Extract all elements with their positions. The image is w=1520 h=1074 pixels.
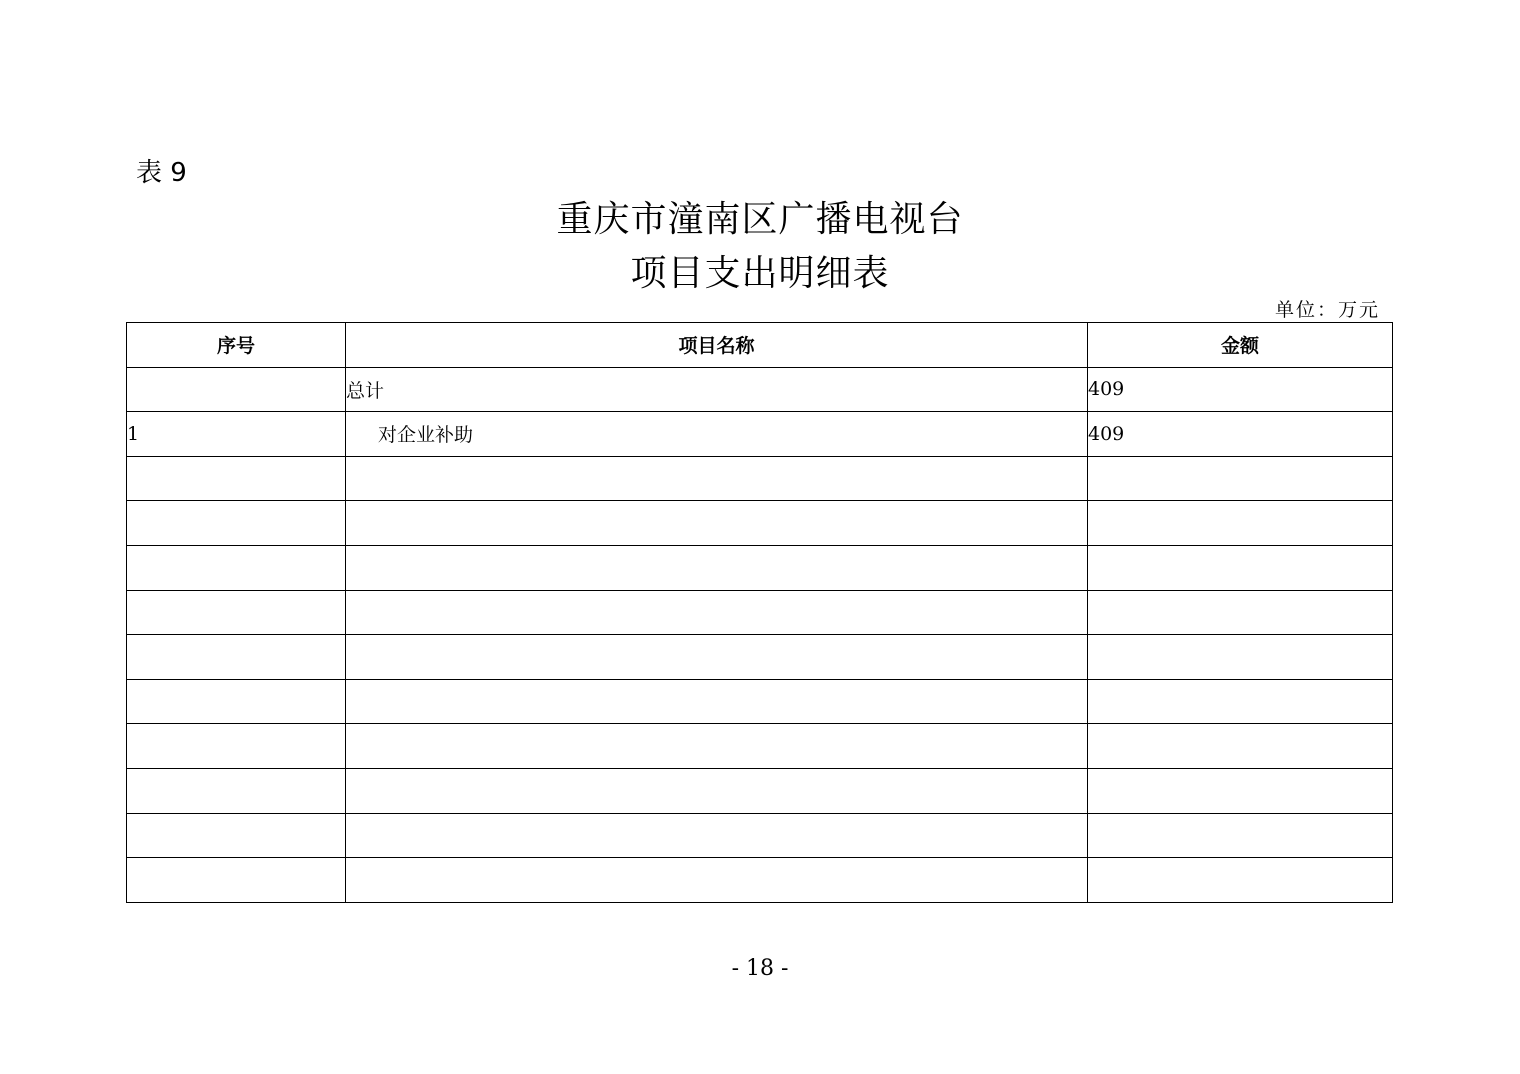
cell-amount: [1088, 724, 1393, 769]
cell-serial-number: [127, 545, 346, 590]
page-number: - 18 -: [731, 956, 789, 981]
table-row: [127, 412, 1393, 457]
cell-serial-number: [127, 367, 346, 412]
cell-amount: [1088, 858, 1393, 903]
cell-serial-number: [127, 858, 346, 903]
table-number: 表 9: [136, 158, 187, 188]
table-row: [127, 724, 1393, 769]
header-serial-number: 序号: [127, 323, 346, 368]
cell-serial-number: [127, 768, 346, 813]
cell-project-name: [346, 501, 1088, 546]
cell-amount: [1088, 768, 1393, 813]
cell-project-name: [346, 813, 1088, 858]
cell-project-name: [346, 545, 1088, 590]
document-subtitle: 项目支出明细表: [630, 253, 890, 294]
cell-project-name: [346, 768, 1088, 813]
cell-serial-number: [127, 501, 346, 546]
cell-amount: [1088, 679, 1393, 724]
table-row: [127, 590, 1393, 635]
cell-serial-number: [127, 456, 346, 501]
cell-project-name: 对企业补助: [346, 412, 1088, 457]
table-row: [127, 858, 1393, 903]
cell-project-name: [346, 456, 1088, 501]
table-row: [127, 768, 1393, 813]
document-title: 重庆市潼南区广播电视台: [556, 199, 964, 240]
cell-amount: [1088, 456, 1393, 501]
table-row: [127, 367, 1393, 412]
cell-serial-number: [127, 679, 346, 724]
table-row: [127, 501, 1393, 546]
table-row: [127, 679, 1393, 724]
cell-amount: 409: [1088, 412, 1393, 457]
cell-project-name: 总计: [346, 367, 1088, 412]
table-header-row: [127, 323, 1393, 368]
cell-serial-number: [127, 813, 346, 858]
table-row: [127, 813, 1393, 858]
cell-project-name: [346, 724, 1088, 769]
cell-project-name: [346, 858, 1088, 903]
cell-amount: 409: [1088, 367, 1393, 412]
header-amount: 金额: [1088, 323, 1393, 368]
cell-serial-number: 1: [127, 412, 346, 457]
cell-amount: [1088, 635, 1393, 680]
expenditure-table: [126, 322, 1393, 903]
cell-amount: [1088, 545, 1393, 590]
cell-serial-number: [127, 590, 346, 635]
cell-amount: [1088, 813, 1393, 858]
unit-label: 单位：万元: [1274, 299, 1380, 321]
table-row: [127, 635, 1393, 680]
cell-project-name: [346, 635, 1088, 680]
cell-serial-number: [127, 724, 346, 769]
cell-amount: [1088, 501, 1393, 546]
cell-project-name: [346, 590, 1088, 635]
cell-project-name: [346, 679, 1088, 724]
header-project-name: 项目名称: [346, 323, 1088, 368]
table-row: [127, 545, 1393, 590]
cell-amount: [1088, 590, 1393, 635]
table-row: [127, 456, 1393, 501]
cell-serial-number: [127, 635, 346, 680]
